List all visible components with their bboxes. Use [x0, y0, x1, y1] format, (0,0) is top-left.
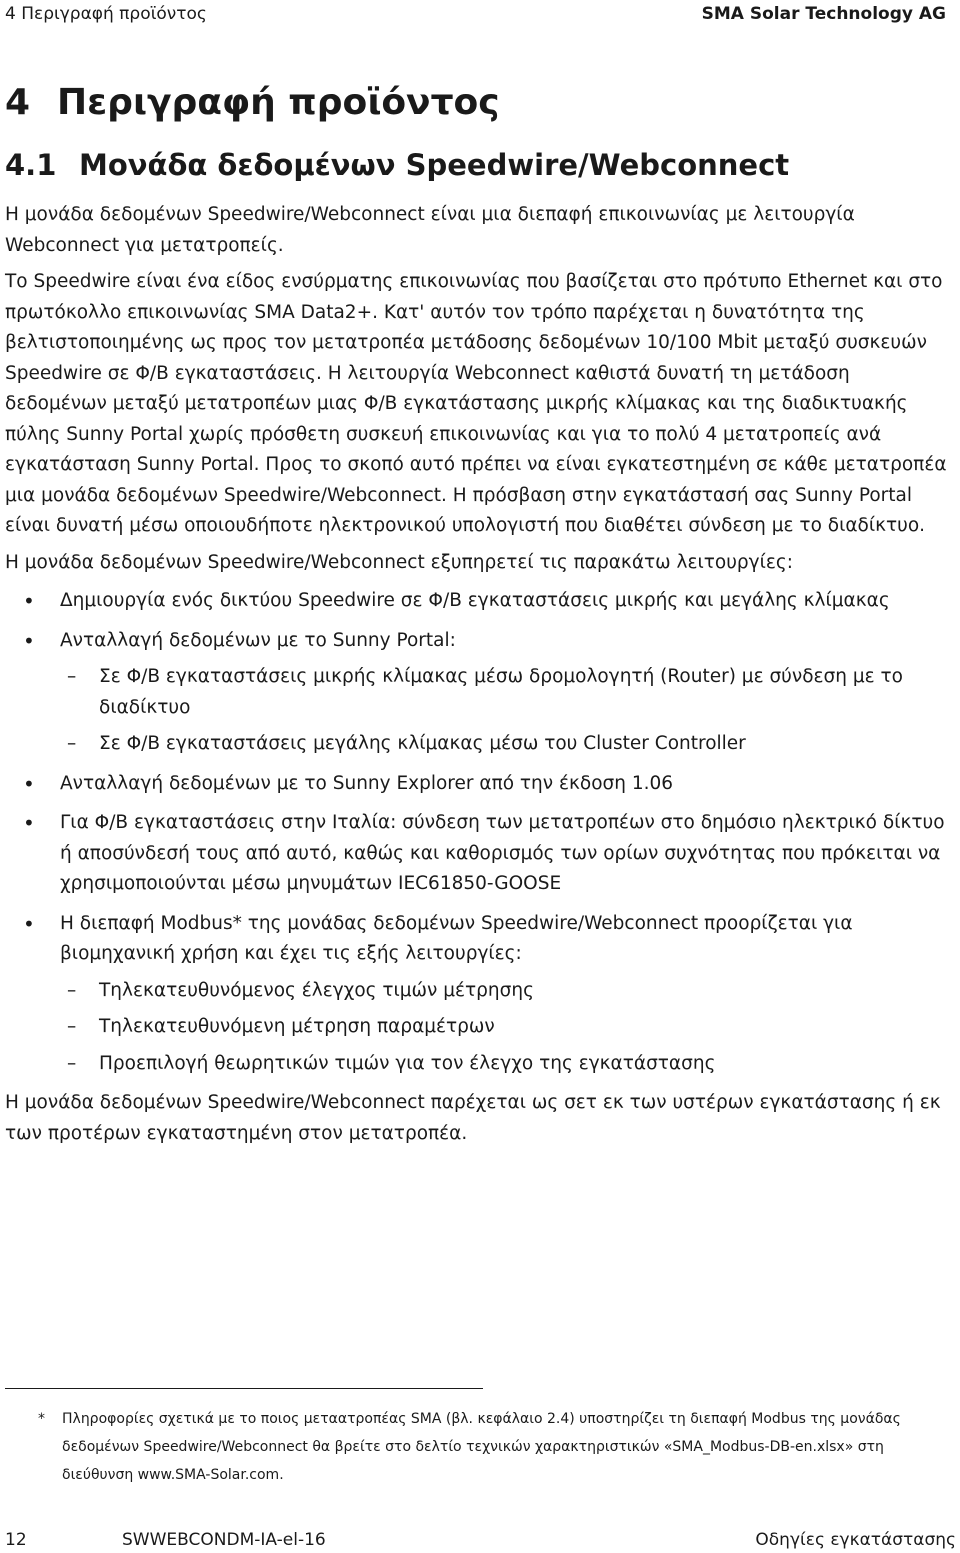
- feature-item-label: Ανταλλαγή δεδομένων με το Sunny Portal:: [60, 629, 456, 651]
- section-body: [5, 200, 955, 1155]
- feature-item-label: Η διεπαφή Modbus* της μονάδας δεδομένων Speedwire/Webconnect προορίζεται για βιομηχανική χρήση και έχει τις εξής λειτουργίες:: [60, 912, 853, 964]
- feature-list: [5, 586, 955, 1079]
- feature-subitem: – Σε Φ/Β εγκαταστάσεις μεγάλης κλίμακας μέσω του Cluster Controller: [5, 729, 955, 760]
- chapter-heading: [5, 82, 500, 123]
- delivery-paragraph: Η μονάδα δεδομένων Speedwire/Webconnect παρέχεται ως σετ εκ των υστέρων εγκατάστασης ή εκ των προτέρων εγκαταστημένη στον μετατροπέα.: [5, 1092, 941, 1144]
- page-number: 12: [5, 1530, 27, 1550]
- feature-sublist: [5, 976, 955, 1080]
- feature-subitem: – Προεπιλογή θεωρητικών τιμών για τον έλεγχο της εγκατάστασης: [5, 1049, 955, 1080]
- feature-item: • Για Φ/Β εγκαταστάσεις στην Ιταλία: σύνδεση των μετατροπέων στο δημόσιο ηλεκτρικό δίκτυο ή αποσύνδεσή τους από αυτό, καθώς και καθορισμός των ορίων συχνότητας που πρόκειται να χρησιμοποιούνται μέσω μηνυμάτων IEC61850-GOOSE: [5, 808, 955, 900]
- chapter-title: Περιγραφή προϊόντος: [57, 82, 500, 123]
- feature-item: [5, 626, 955, 760]
- footnote-text: Πληροφορίες σχετικά με το ποιος μεταατροπέας SMA (βλ. κεφάλαιο 2.4) υποστηρίζει τη διεπαφή Modbus της μονάδας δεδομένων Speedwire/Webconnect θα βρείτε στο δελτίο τεχνικών χαρακτηριστικών «SMA_Modbus-DB-en.xlsx» στη διεύθυνση www.SMA-Solar.com.: [62, 1411, 901, 1483]
- feature-item: [5, 909, 955, 1080]
- section-heading: [5, 148, 789, 182]
- footnote-rule: [5, 1388, 483, 1389]
- feature-sublist: [5, 662, 955, 760]
- document-code: SWWEBCONDM-IA-el-16: [122, 1530, 326, 1550]
- speedwire-paragraph: Το Speedwire είναι ένα είδος ενσύρματης επικοινωνίας που βασίζεται στο πρότυπο Ethernet και στο πρωτόκολλο επικοινωνίας SMA Data2+. Κατ' αυτόν τον τρόπο παρέχεται η δυνατότητα της βελτιστοποιημένης ως προς τον μετατροπέα μετάδοσης δεδομένων 10/100 Mbit μεταξύ συσκευών Speedwire σε Φ/Β εγκαταστάσεις. Η λειτουργία Webconnect καθιστά δυνατή τη μετάδοση δεδομένων μεταξύ μετατροπέων μιας Φ/Β εγκατάστασης μικρής κλίμακας και της διαδικτυακής πύλης Sunny Portal χωρίς πρόσθετη συσκευή επικοινωνίας και για το πολύ 4 μετατροπείς ανά εγκατάσταση Sunny Portal. Προς το σκοπό αυτό πρέπει να είναι εγκατεστημένη σε κάθε μετατροπέα μια μονάδα δεδομένων Speedwire/Webconnect. Η πρόσβαση στην εγκατάστασή σας Sunny Portal είναι δυνατή μέσω οποιουδήποτε ηλεκτρονικού υπολογιστή που διαθέτει σύνδεση με το διαδίκτυο.: [5, 271, 947, 536]
- running-header-chapter: 4 Περιγραφή προϊόντος: [5, 4, 207, 24]
- feature-subitem: – Σε Φ/Β εγκαταστάσεις μικρής κλίμακας μέσω δρομολογητή (Router) με σύνδεση με το διαδίκτυο: [5, 662, 955, 723]
- section-number: 4.1: [5, 148, 57, 182]
- feature-item: • Ανταλλαγή δεδομένων με το Sunny Explorer από την έκδοση 1.06: [5, 769, 955, 800]
- feature-subitem: – Τηλεκατευθυνόμενος έλεγχος τιμών μέτρησης: [5, 976, 955, 1007]
- section-title: Μονάδα δεδομένων Speedwire/Webconnect: [79, 148, 790, 182]
- functions-intro: Η μονάδα δεδομένων Speedwire/Webconnect εξυπηρετεί τις παρακάτω λειτουργίες:: [5, 551, 793, 573]
- feature-item: • Δημιουργία ενός δικτύου Speedwire σε Φ/Β εγκαταστάσεις μικρής και μεγάλης κλίμακας: [5, 586, 955, 617]
- running-header-company: SMA Solar Technology AG: [701, 4, 946, 24]
- intro-paragraph: Η μονάδα δεδομένων Speedwire/Webconnect είναι μια διεπαφή επικοινωνίας με λειτουργία Webconnect για μετατροπείς.: [5, 204, 855, 256]
- document-type: Οδηγίες εγκατάστασης: [755, 1530, 956, 1550]
- feature-subitem: – Τηλεκατευθυνόμενη μέτρηση παραμέτρων: [5, 1012, 955, 1043]
- chapter-number: 4: [5, 82, 31, 123]
- footnote-mark: *: [38, 1411, 45, 1427]
